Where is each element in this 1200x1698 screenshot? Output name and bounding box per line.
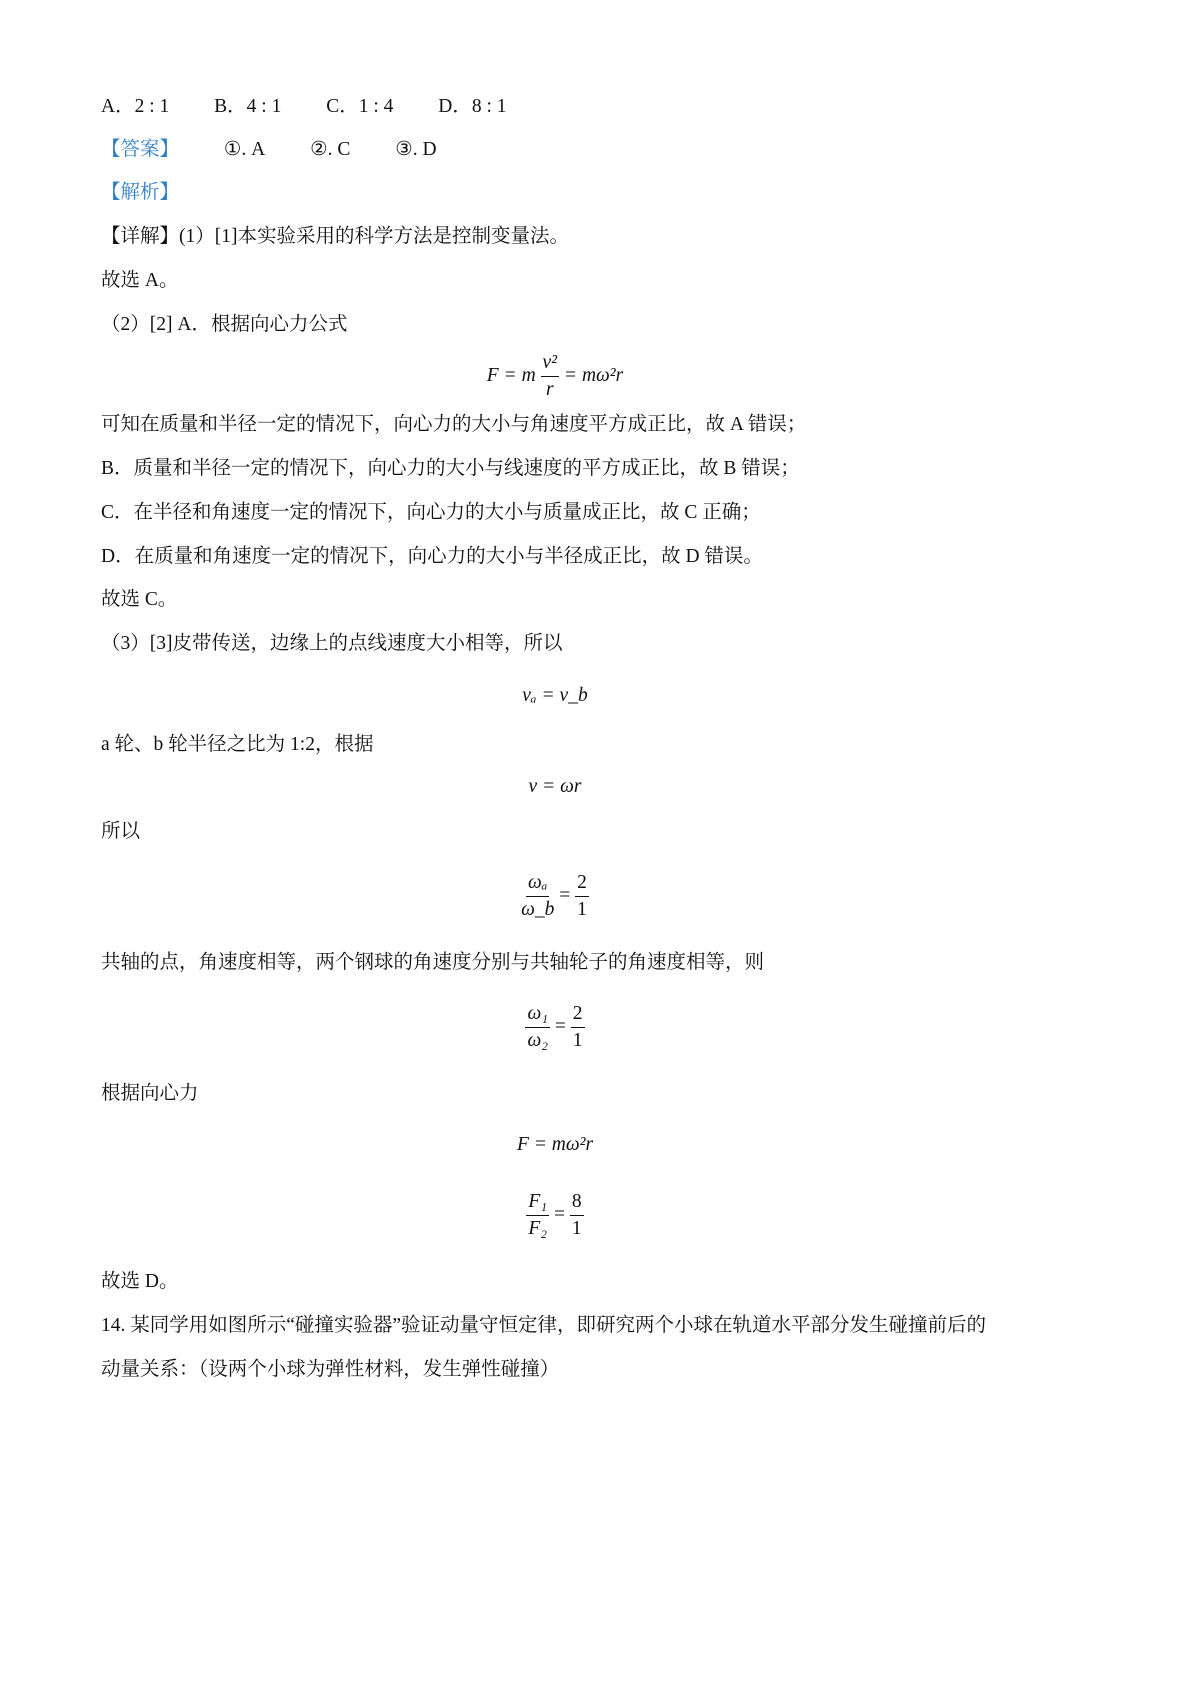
fraction — [570, 1189, 584, 1242]
text-line: 【详解】(1）[1]本实验采用的科学方法是控制变量法。 — [101, 226, 569, 247]
equation-omega-ab: $\frac{\text{ωₐ}}{\omega\_b}$ = $\frac{2}{1}$ — [0, 870, 1110, 923]
fraction — [521, 870, 554, 923]
equation-omega-12: $\frac{\text{ω₁}}{\text{ω₂}}$ = $\frac{2}{1}$ — [0, 1001, 1110, 1054]
option-a: A．2 : 1 — [101, 96, 170, 117]
question-14: 14. 某同学用如图所示“碰撞实验器”验证动量守恒定律，即研究两个小球在轨道水平部分发生碰撞前后的 — [101, 1315, 987, 1336]
text-line: 故选 D。 — [101, 1271, 179, 1292]
text-line: C．在半径和角速度一定的情况下，向心力的大小与质量成正比，故 C 正确； — [101, 502, 761, 523]
analysis-label: 【解析】 — [101, 182, 180, 203]
numerator: ωₐ — [526, 870, 549, 897]
numerator: F₁ — [526, 1189, 549, 1216]
denominator: 1 — [571, 1218, 582, 1239]
fraction — [541, 350, 560, 403]
denominator: F₂ — [528, 1218, 548, 1239]
text-line: （2）[2] A．根据向心力公式 — [101, 314, 348, 335]
options-row — [101, 95, 507, 119]
fraction — [525, 1001, 550, 1054]
option-c: C．1 : 4 — [326, 96, 394, 117]
fraction — [571, 1001, 585, 1054]
option-b: B．4 : 1 — [214, 96, 282, 117]
numerator: 2 — [575, 870, 589, 897]
text-line: 可知在质量和半径一定的情况下，向心力的大小与角速度平方成正比，故 A 错误； — [101, 414, 807, 435]
answer-2: ②. C — [310, 139, 351, 160]
numerator: 8 — [570, 1189, 584, 1216]
text-line: 故选 A。 — [101, 270, 179, 291]
answer-label: 【答案】 — [101, 139, 180, 160]
denominator: 1 — [577, 899, 587, 920]
text-line: D．在质量和角速度一定的情况下，向心力的大小与半径成正比，故 D 错误。 — [101, 546, 763, 567]
denominator: ω_b — [521, 899, 555, 920]
text-line: a 轮、b 轮半径之比为 1:2，根据 — [101, 734, 374, 755]
eq-part: F = m — [486, 364, 536, 386]
answer-row — [101, 138, 437, 162]
equation-force: F = mω²r — [516, 1134, 594, 1155]
fraction — [575, 870, 589, 923]
answer-1: ①. A — [223, 139, 266, 160]
eq-part: = mω²r — [563, 364, 624, 386]
numerator: 2 — [571, 1001, 585, 1028]
option-d: D．8 : 1 — [438, 96, 507, 117]
text-line: 共轴的点，角速度相等，两个钢球的角速度分别与共轴轮子的角速度相等，则 — [101, 952, 765, 973]
equation-va-vb: vₐ = v_b — [522, 685, 588, 706]
answer-3: ③. D — [395, 139, 437, 160]
denominator: ω₂ — [527, 1030, 549, 1051]
numerator: v² — [541, 350, 560, 377]
text-line: 动量关系：（设两个小球为弹性材料，发生弹性碰撞） — [101, 1359, 560, 1380]
denominator: r — [545, 379, 554, 400]
equation-f-ratio: $\frac{\text{F₁}}{\text{F₂}}$ = $\frac{8}{1}$ — [0, 1189, 1110, 1242]
text-line: 所以 — [101, 821, 141, 842]
denominator: 1 — [572, 1030, 583, 1051]
equation-v-omega-r: v = ωr — [528, 776, 582, 797]
text-line: B．质量和半径一定的情况下，向心力的大小与线速度的平方成正比，故 B 错误； — [101, 458, 800, 479]
text-line: 根据向心力 — [101, 1083, 199, 1104]
equation-centripetal — [0, 350, 1110, 403]
numerator: ω₁ — [525, 1001, 550, 1028]
text-line: 故选 C。 — [101, 589, 178, 610]
fraction — [526, 1189, 549, 1242]
text-line: （3）[3]皮带传送，边缘上的点线速度大小相等，所以 — [101, 633, 563, 654]
